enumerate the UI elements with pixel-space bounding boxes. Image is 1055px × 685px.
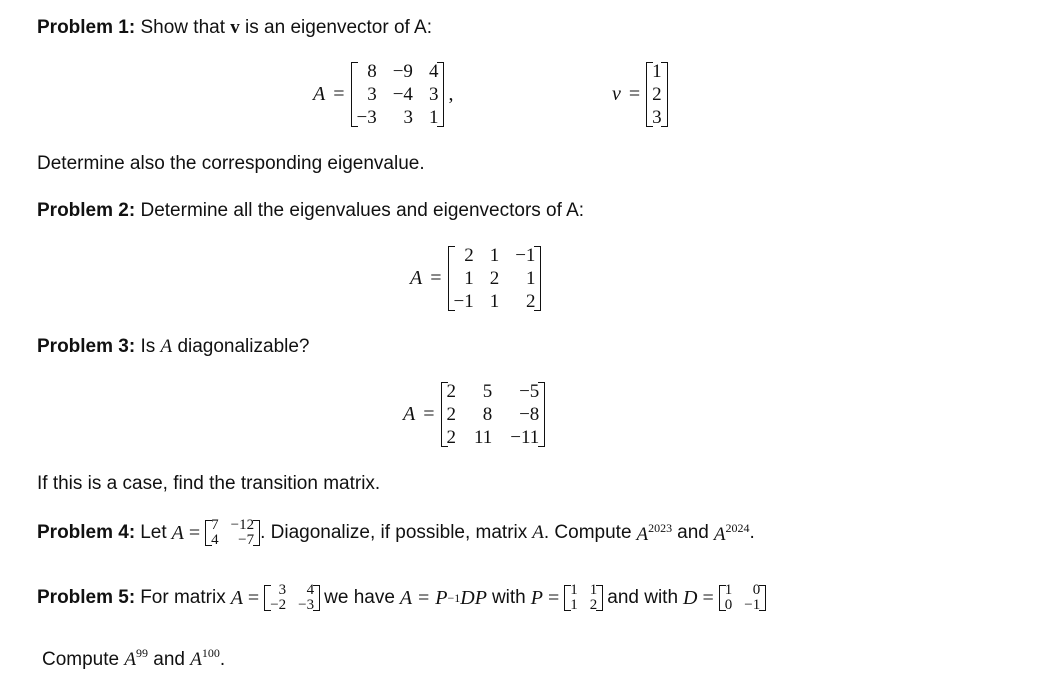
vector-cell: 3 — [652, 107, 662, 128]
problem-5-text-a: For matrix — [140, 587, 226, 608]
problem-3-text-a: Is — [140, 336, 156, 357]
compute-word: Compute — [42, 649, 120, 670]
problem-1-matrix-A — [313, 60, 459, 129]
matrix-cell: −4 — [392, 84, 413, 105]
matrix-name: A — [410, 267, 423, 289]
problem-1-label: Problem 1: — [37, 17, 136, 38]
and-word: and — [153, 649, 185, 670]
matrix-symbol: A — [636, 523, 649, 545]
matrix-cell: 4 — [428, 61, 439, 82]
matrix-cell: 3 — [403, 107, 413, 128]
matrix-cell: 1 — [489, 245, 500, 266]
matrix-symbol: A — [171, 521, 184, 544]
problem-5-compute — [42, 646, 225, 671]
matrix-cell: 3 — [278, 582, 287, 598]
vector-cell: 2 — [652, 84, 662, 105]
period: . — [749, 522, 755, 543]
matrix-body — [448, 244, 542, 313]
matrix-A-body — [264, 583, 320, 613]
matrix-cell: 7 — [211, 517, 219, 533]
exponent: 100 — [201, 646, 220, 660]
problem-4-text-a: . Diagonalize, if possible, matrix — [260, 522, 528, 543]
problem-3-text-b: diagonalizable? — [177, 336, 310, 357]
matrix-cell: −3 — [356, 107, 377, 128]
matrix-cell: 1 — [525, 268, 536, 289]
problem-3-matrix-A — [403, 380, 545, 449]
problem-4-let: Let — [140, 522, 167, 543]
problem-3-label: Problem 3: — [37, 336, 136, 357]
problem-4-text-b: . Compute — [543, 522, 632, 543]
matrix-cell: −2 — [270, 597, 287, 613]
matrix-cell: −9 — [392, 61, 413, 82]
matrix-cell: 3 — [367, 84, 377, 105]
problem-2-statement — [37, 200, 584, 222]
matrix-body — [441, 380, 546, 449]
problem-2-text: Determine all the eigenvalues and eigenvectors of A: — [140, 200, 585, 221]
matrix-D-body — [719, 583, 766, 613]
matrix-cell: −8 — [519, 404, 540, 425]
matrix-cell: 1 — [489, 291, 500, 312]
comma: , — [448, 83, 454, 105]
matrix-symbol: A — [124, 649, 136, 670]
matrix-cell: 2 — [464, 245, 474, 266]
matrix-cell: 8 — [367, 61, 377, 82]
problem-5-label: Problem 5: — [37, 587, 136, 608]
problem-2-matrix-A — [410, 244, 541, 313]
vector-name: v — [612, 83, 621, 105]
problem-5-text-b: we have — [324, 587, 395, 608]
equals-sign: = — [628, 83, 641, 105]
problem-1-vector-v — [612, 60, 668, 129]
matrix-cell: 3 — [428, 84, 439, 105]
with-word: with — [491, 587, 526, 608]
equals-sign: = — [702, 586, 714, 609]
problem-3-followup: If this is a case, find the transition matrix. — [37, 473, 381, 494]
inverse-exponent: −1 — [447, 590, 461, 605]
problem-5-statement — [37, 583, 766, 613]
matrix-symbol: A — [190, 649, 202, 670]
matrix-cell: 4 — [211, 532, 219, 548]
matrix-cell: 11 — [474, 427, 493, 448]
matrix-cell: 1 — [724, 582, 733, 598]
matrix-D-symbol: D — [683, 586, 698, 609]
exponent: 2024 — [725, 520, 750, 535]
period: . — [219, 649, 226, 670]
matrix-cell: −7 — [238, 532, 255, 548]
matrix-cell: 0 — [724, 597, 733, 613]
equals-sign: = — [247, 586, 260, 609]
power-1 — [637, 521, 673, 546]
matrix-symbol: A — [160, 336, 173, 357]
matrix-cell: 0 — [752, 582, 761, 598]
matrix-cell: 1 — [464, 268, 474, 289]
problem-4-label: Problem 4: — [37, 522, 136, 543]
matrix-name: A — [403, 403, 416, 425]
matrix-cell: 2 — [446, 404, 456, 425]
matrix-cell: 1 — [428, 107, 439, 128]
matrix-cell: 2 — [589, 597, 598, 613]
matrix-cell: 1 — [570, 597, 578, 613]
matrix-symbol: A — [532, 522, 544, 543]
equals-sign: = — [188, 521, 201, 544]
matrix-cell: −11 — [510, 427, 540, 448]
and-word: and — [677, 522, 709, 543]
matrix-cell: 2 — [446, 427, 456, 448]
vector-v-symbol: v — [230, 17, 240, 38]
matrix-P-symbol: P — [530, 586, 543, 609]
power-2 — [190, 646, 220, 670]
matrix-cell: 8 — [482, 404, 493, 425]
power-2 — [714, 521, 750, 546]
equals-sign: = — [547, 586, 560, 609]
equals-sign: = — [423, 403, 435, 425]
matrix-cell: 2 — [525, 291, 536, 312]
exponent: 2023 — [648, 520, 673, 535]
matrix-body — [205, 518, 260, 548]
problem-1-followup: Determine also the corresponding eigenvalue. — [37, 153, 425, 174]
problem-1-text-a: Show that — [140, 17, 225, 38]
matrix-cell: 4 — [306, 582, 315, 598]
matrix-cell: −5 — [519, 381, 540, 402]
matrix-P-body — [564, 583, 603, 613]
vector-cell: 1 — [652, 61, 662, 82]
matrix-body — [351, 60, 445, 129]
formula-start: A = P — [399, 586, 448, 609]
problem-2-label: Problem 2: — [37, 200, 136, 221]
vector-body — [646, 60, 668, 129]
matrix-cell: −1 — [744, 597, 761, 613]
matrix-cell: 2 — [446, 381, 456, 402]
matrix-cell: 2 — [489, 268, 500, 289]
problem-1-text-b: is an eigenvector of A: — [245, 17, 432, 38]
problem-4-statement — [37, 518, 755, 548]
equals-sign: = — [333, 83, 345, 105]
matrix-cell: −1 — [453, 291, 474, 312]
problem-3-statement — [37, 336, 310, 358]
matrix-cell: −3 — [298, 597, 315, 613]
matrix-cell: −12 — [230, 517, 255, 533]
equals-sign: = — [430, 267, 442, 289]
matrix-cell: 1 — [589, 582, 598, 598]
matrix-name: A — [313, 83, 326, 105]
formula-end: DP — [460, 586, 487, 609]
problem-1-statement — [37, 17, 432, 39]
power-1 — [124, 646, 148, 670]
exponent: 99 — [136, 646, 148, 660]
matrix-cell: −1 — [515, 245, 536, 266]
and-with-words: and with — [607, 587, 679, 608]
matrix-cell: 1 — [570, 582, 578, 598]
matrix-symbol: A — [230, 586, 243, 609]
matrix-cell: 5 — [482, 381, 493, 402]
matrix-symbol: A — [713, 523, 726, 545]
